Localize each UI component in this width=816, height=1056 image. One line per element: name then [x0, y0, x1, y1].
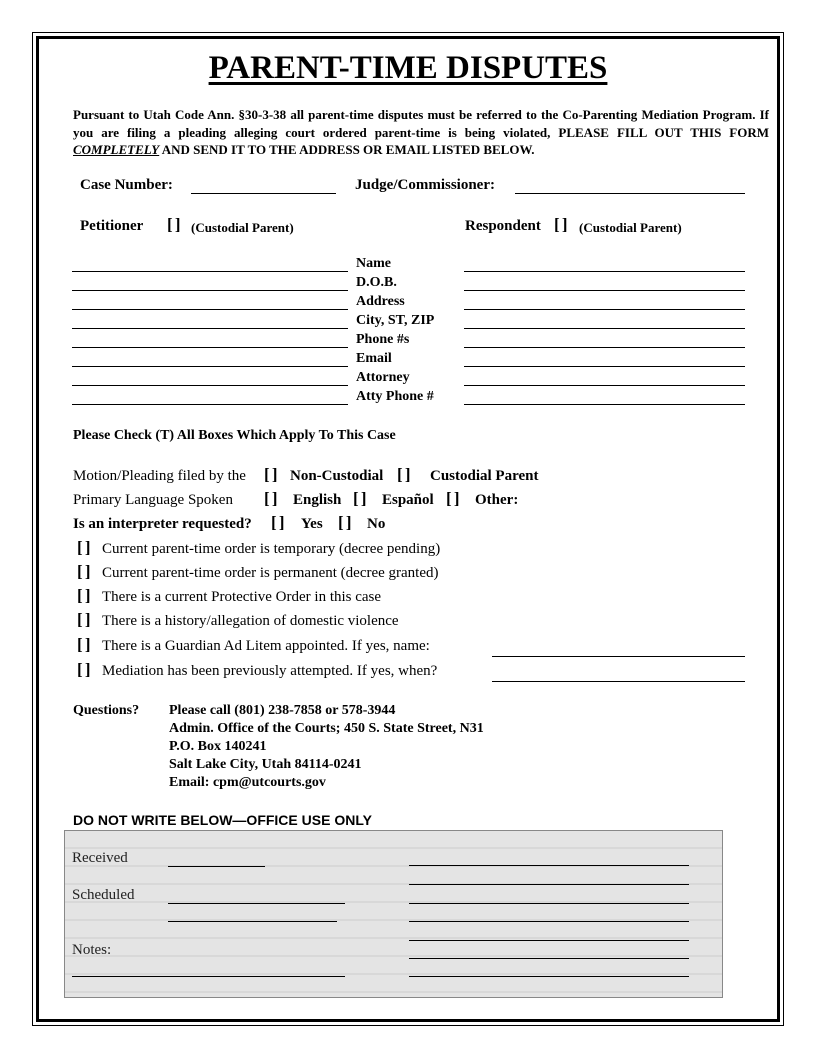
field-label-name: Name — [356, 256, 391, 271]
interpreter-yes-option: Yes — [301, 516, 323, 532]
petitioner-email-field[interactable] — [72, 366, 348, 367]
noncustodial-checkbox[interactable]: [ ] — [264, 465, 277, 484]
motion-label: Motion/Pleading filed by the — [73, 468, 246, 484]
petitioner-atty-phone-field[interactable] — [72, 404, 348, 405]
office-line-6[interactable] — [409, 958, 689, 959]
petitioner-label: Petitioner — [80, 218, 144, 234]
field-label-city: City, ST, ZIP — [356, 313, 435, 328]
english-checkbox[interactable]: [ ] — [264, 489, 277, 508]
other-language-option: Other: — [475, 492, 519, 508]
respondent-address-field[interactable] — [464, 309, 745, 310]
petitioner-dob-field[interactable] — [72, 290, 348, 291]
condition-checkbox-domestic-violence[interactable]: [ ] — [77, 610, 90, 629]
mediation-when-field[interactable] — [492, 681, 745, 682]
petitioner-phone-field[interactable] — [72, 347, 348, 348]
form-title: PARENT-TIME DISPUTES — [208, 50, 608, 86]
respondent-attorney-field[interactable] — [464, 385, 745, 386]
case-number-label: Case Number: — [80, 177, 173, 193]
respondent-email-field[interactable] — [464, 366, 745, 367]
respondent-city-field[interactable] — [464, 328, 745, 329]
judge-label: Judge/Commissioner: — [355, 177, 495, 193]
office-use-box — [64, 830, 723, 998]
petitioner-city-field[interactable] — [72, 328, 348, 329]
office-line-2[interactable] — [409, 884, 689, 885]
petitioner-name-field[interactable] — [72, 271, 348, 272]
scheduled-label: Scheduled — [72, 887, 135, 903]
case-number-field[interactable] — [191, 193, 336, 194]
condition-protective-order: There is a current Protective Order in this case — [102, 589, 382, 605]
guardian-name-field[interactable] — [492, 656, 745, 657]
condition-checkbox-protective-order[interactable]: [ ] — [77, 586, 90, 605]
respondent-label: Respondent — [465, 218, 541, 234]
petitioner-custodial-note: (Custodial Parent) — [191, 220, 294, 235]
field-label-atty-phone: Atty Phone # — [356, 389, 434, 404]
respondent-dob-field[interactable] — [464, 290, 745, 291]
condition-guardian: There is a Guardian Ad Litem appointed. If yes, name: — [102, 638, 430, 654]
contact-po-box: P.O. Box 140241 — [169, 739, 267, 754]
respondent-checkbox[interactable]: [ ] — [554, 215, 567, 234]
scheduled-field-1[interactable] — [168, 903, 345, 904]
condition-temporary: Current parent-time order is temporary (decree pending) — [102, 541, 441, 557]
espanol-option: Español — [382, 492, 434, 508]
received-field[interactable] — [168, 866, 265, 867]
condition-permanent: Current parent-time order is permanent (decree granted) — [102, 565, 439, 581]
petitioner-address-field[interactable] — [72, 309, 348, 310]
condition-checkbox-mediation[interactable]: [ ] — [77, 660, 90, 679]
condition-checkbox-permanent[interactable]: [ ] — [77, 562, 90, 581]
custodial-option: Custodial Parent — [430, 468, 539, 484]
office-line-4[interactable] — [409, 921, 689, 922]
field-label-dob: D.O.B. — [356, 275, 397, 290]
intro-paragraph: Pursuant to Utah Code Ann. §30-3-38 all parent-time disputes must be referred to the Co-Parenting Mediation Program. If you are filing a pleading alleging court ordered parent-time is being violated, PLEASE FILL OUT THIS FORM COMPLETELY AND SEND IT TO THE ADDRESS OR EMAIL LISTED BELOW. — [73, 107, 769, 157]
condition-domestic-violence: There is a history/allegation of domestic violence — [102, 613, 399, 629]
received-label: Received — [72, 850, 128, 866]
contact-office: Admin. Office of the Courts; 450 S. State Street, N31 — [169, 721, 484, 736]
contact-phone: Please call (801) 238-7858 or 578-3944 — [169, 703, 396, 718]
check-instruction: Please Check (T) All Boxes Which Apply To This Case — [73, 428, 396, 443]
office-line-3[interactable] — [409, 903, 689, 904]
respondent-custodial-note: (Custodial Parent) — [579, 220, 682, 235]
office-line-5[interactable] — [409, 940, 689, 941]
contact-email: Email: cpm@utcourts.gov — [169, 775, 326, 790]
judge-field[interactable] — [515, 193, 745, 194]
custodial-checkbox[interactable]: [ ] — [397, 465, 410, 484]
language-label: Primary Language Spoken — [73, 492, 233, 508]
scheduled-field-2[interactable] — [168, 921, 337, 922]
interpreter-label: Is an interpreter requested? — [73, 516, 252, 532]
office-line-7[interactable] — [409, 976, 689, 977]
office-line-1[interactable] — [409, 865, 689, 866]
field-label-attorney: Attorney — [356, 370, 410, 385]
interpreter-no-checkbox[interactable]: [ ] — [338, 513, 351, 532]
espanol-checkbox[interactable]: [ ] — [353, 489, 366, 508]
noncustodial-option: Non-Custodial — [290, 468, 384, 484]
petitioner-checkbox[interactable]: [ ] — [167, 215, 180, 234]
condition-checkbox-temporary[interactable]: [ ] — [77, 538, 90, 557]
respondent-atty-phone-field[interactable] — [464, 404, 745, 405]
field-label-phone: Phone #s — [356, 332, 410, 347]
field-label-address: Address — [356, 294, 405, 309]
petitioner-attorney-field[interactable] — [72, 385, 348, 386]
other-language-checkbox[interactable]: [ ] — [446, 489, 459, 508]
field-label-email: Email — [356, 351, 392, 366]
respondent-phone-field[interactable] — [464, 347, 745, 348]
office-use-heading: DO NOT WRITE BELOW—OFFICE USE ONLY — [73, 812, 372, 828]
english-option: English — [293, 492, 342, 508]
condition-checkbox-guardian[interactable]: [ ] — [77, 635, 90, 654]
interpreter-no-option: No — [367, 516, 386, 532]
notes-label: Notes: — [72, 942, 112, 958]
notes-field[interactable] — [72, 976, 345, 977]
condition-mediation: Mediation has been previously attempted. If yes, when? — [102, 663, 438, 679]
respondent-name-field[interactable] — [464, 271, 745, 272]
contact-city: Salt Lake City, Utah 84114-0241 — [169, 757, 362, 772]
questions-label: Questions? — [73, 703, 140, 718]
interpreter-yes-checkbox[interactable]: [ ] — [271, 513, 284, 532]
